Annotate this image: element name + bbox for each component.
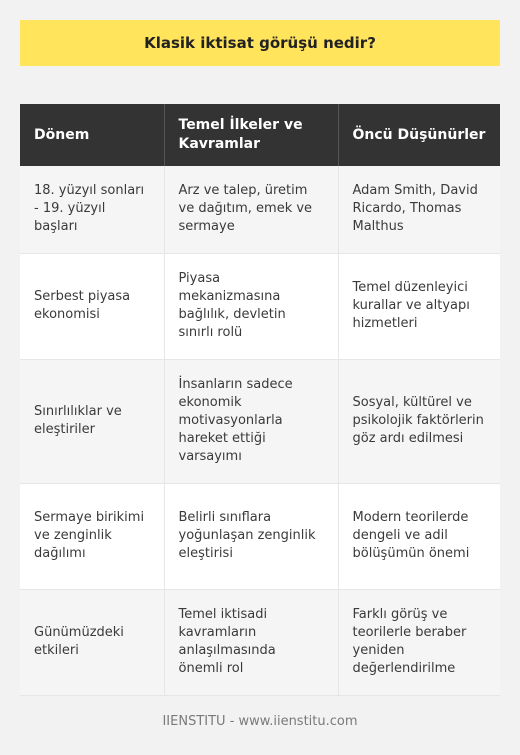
table-row	[20, 359, 500, 483]
table-cell: Temel iktisadi kavramların anlaşılmasında önemli rol	[164, 589, 338, 695]
table-row	[20, 166, 500, 253]
table-cell: Belirli sınıflara yoğunlaşan zenginlik eleştirisi	[164, 483, 338, 589]
table-cell: Temel düzenleyici kurallar ve altyapı hizmetleri	[338, 253, 500, 359]
comparison-table	[20, 104, 500, 696]
header-temel-ilkeler: Temel İlkeler ve Kavramlar	[164, 104, 338, 166]
table-row	[20, 483, 500, 589]
page-title: Klasik iktisat görüşü nedir?	[144, 34, 376, 52]
table-cell: Günümüzdeki etkileri	[20, 589, 164, 695]
table-cell: Serbest piyasa ekonomisi	[20, 253, 164, 359]
footer-credit: IIENSTITU - www.iienstitu.com	[162, 714, 358, 729]
header-donem: Dönem	[20, 104, 164, 166]
table-row	[20, 253, 500, 359]
table-header-row	[20, 104, 500, 166]
table-cell: Sınırlılıklar ve eleştiriler	[20, 359, 164, 483]
table-cell: Farklı görüş ve teorilerle beraber yeniden değerlendirilme	[338, 589, 500, 695]
table-cell: İnsanların sadece ekonomik motivasyonlarla hareket ettiği varsayımı	[164, 359, 338, 483]
table-cell: 18. yüzyıl sonları - 19. yüzyıl başları	[20, 166, 164, 253]
table-cell: Arz ve talep, üretim ve dağıtım, emek ve sermaye	[164, 166, 338, 253]
table-cell: Adam Smith, David Ricardo, Thomas Malthus	[338, 166, 500, 253]
table-cell: Sosyal, kültürel ve psikolojik faktörlerin göz ardı edilmesi	[338, 359, 500, 483]
table-cell: Piyasa mekanizmasına bağlılık, devletin sınırlı rolü	[164, 253, 338, 359]
table-cell: Modern teorilerde dengeli ve adil bölüşümün önemi	[338, 483, 500, 589]
table-cell: Sermaye birikimi ve zenginlik dağılımı	[20, 483, 164, 589]
title-banner	[20, 20, 500, 66]
header-oncu-dusunurler: Öncü Düşünürler	[338, 104, 500, 166]
table-row	[20, 589, 500, 695]
